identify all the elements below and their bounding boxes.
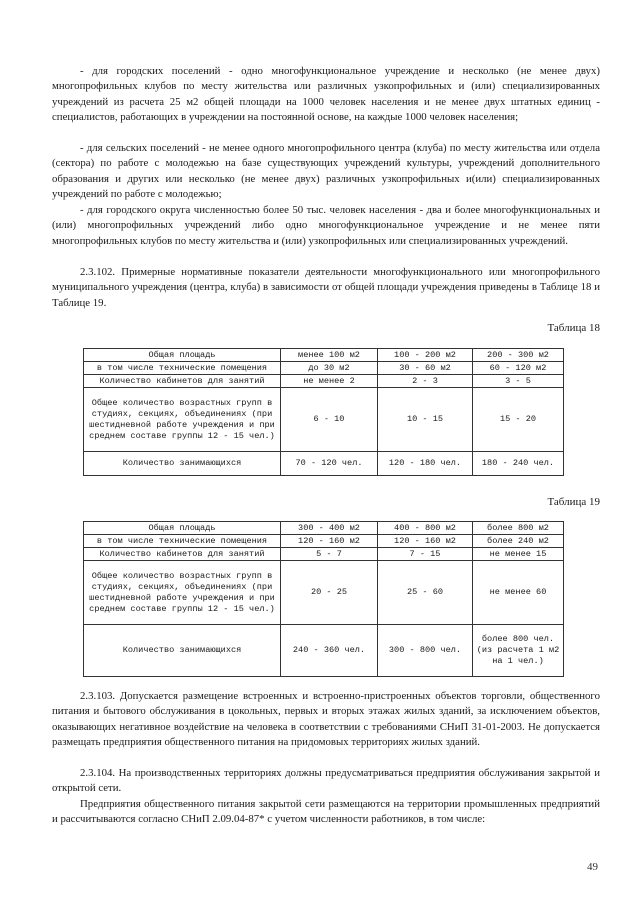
table-cell: 180 - 240 чел. (473, 452, 564, 476)
paragraph-2-3-102: 2.3.102. Примерные нормативные показатели деятельности многофункционального или многопрофильного муниципального учреждения (центра, клуба) в зависимости от общей площади учреждения приведены в Таблице 18 и Таблице 19. (52, 266, 600, 309)
table-cell: не менее 60 (473, 561, 564, 625)
table-header-cell: более 800 м2 (473, 522, 564, 535)
table-cell: 240 - 360 чел. (281, 625, 378, 677)
paragraph-catering: Предприятия общественного питания закрытой сети размещаются на территории промышленных предприятий и рассчитываются согласно СНиП 2.09.04-87* с учетом численности работников, в том числе: (52, 798, 600, 826)
table-header-cell: менее 100 м2 (281, 349, 378, 362)
table-header-cell: 300 - 400 м2 (281, 522, 378, 535)
table-cell: 3 - 5 (473, 375, 564, 388)
table-header-cell: Общая площадь (84, 522, 281, 535)
table-cell: 25 - 60 (378, 561, 473, 625)
table-row (84, 535, 564, 548)
paragraph-rural: - для сельских поселений - не менее одного многопрофильного центра (клуба) по месту жительства или отдела (сектора) по работе с молодежью на базе существующих учреждений культуры, учреждений дополнительного образования и других или несколько (не менее двух) различных узкопрофильных и(или) специализированных учреждений по работе с молодежью; (52, 142, 600, 200)
table-header-cell: Общая площадь (84, 349, 281, 362)
table-cell: Количество кабинетов для занятий (84, 375, 281, 388)
table-18-label: Таблица 18 (547, 322, 600, 334)
table-cell: 70 - 120 чел. (281, 452, 378, 476)
table-row (84, 561, 564, 625)
table-header-cell: 200 - 300 м2 (473, 349, 564, 362)
table-cell: 10 - 15 (378, 388, 473, 452)
table-cell: 7 - 15 (378, 548, 473, 561)
table-cell: в том числе технические помещения (84, 535, 281, 548)
table-cell: Общее количество возрастных групп в студиях, секциях, объединениях (при шестидневной работе учреждения и при среднем составе группы 12 - 15 чел.) (84, 561, 281, 625)
table-cell: не менее 15 (473, 548, 564, 561)
table-cell: более 240 м2 (473, 535, 564, 548)
table-cell: в том числе технические помещения (84, 362, 281, 375)
table-row (84, 362, 564, 375)
table-header-cell: 400 - 800 м2 (378, 522, 473, 535)
table-cell: 5 - 7 (281, 548, 378, 561)
table-cell: 30 - 60 м2 (378, 362, 473, 375)
paragraph-urban: - для городских поселений - одно многофункциональное учреждение и несколько (не менее двух) многопрофильных клубов по месту жительства или различных узкопрофильных и (или) специализированных учреждений из расчета 25 м2 общей площади на 1000 человек населения и не менее двух штатных единиц - специалистов, работающих в учреждении на постоянной основе, на каждые 1000 человек населения; (52, 65, 600, 123)
table-cell: 6 - 10 (281, 388, 378, 452)
table-cell: Количество занимающихся (84, 625, 281, 677)
table-row (84, 452, 564, 476)
table-cell: 2 - 3 (378, 375, 473, 388)
table-cell: до 30 м2 (281, 362, 378, 375)
page-number: 49 (587, 861, 598, 873)
table-cell: 120 - 160 м2 (378, 535, 473, 548)
table-row (84, 388, 564, 452)
table-row (84, 522, 564, 535)
paragraph-2-3-104: 2.3.104. На производственных территориях должны предусматриваться предприятия обслуживания закрытой и открытой сети. (52, 767, 600, 795)
paragraph-city-district: - для городского округа численностью более 50 тыс. человек населения - два и более многофункциональных и (или) многопрофильных учреждений либо одно многофункциональное учреждение и не менее пяти многопрофильных клубов по месту жительства и (или) узкопрофильных или специализированных учреждений. (52, 204, 600, 247)
table-row (84, 625, 564, 677)
table-cell: 20 - 25 (281, 561, 378, 625)
table-row (84, 548, 564, 561)
table-cell: 120 - 180 чел. (378, 452, 473, 476)
table-cell: 60 - 120 м2 (473, 362, 564, 375)
table-row (84, 349, 564, 362)
table-cell: более 800 чел. (из расчета 1 м2 на 1 чел.) (473, 625, 564, 677)
table-cell: Количество занимающихся (84, 452, 281, 476)
paragraph-2-3-103: 2.3.103. Допускается размещение встроенных и встроенно-пристроенных объектов торговли, общественного питания и бытового обслуживания в цокольных, первых и вторых этажах жилых зданий, за исключением объектов, оказывающих негативное воздействие на человека в соответствии с требованиями СНиП 31-01-2003. Не допускается размещать предприятия общественного питания на придомовых территориях жилых зданий. (52, 690, 600, 748)
table-cell: 300 - 800 чел. (378, 625, 473, 677)
table-row (84, 375, 564, 388)
table-cell: 120 - 160 м2 (281, 535, 378, 548)
table-cell: Общее количество возрастных групп в студиях, секциях, объединениях (при шестидневной работе учреждения и при среднем составе группы 12 - 15 чел.) (84, 388, 281, 452)
table-cell: 15 - 20 (473, 388, 564, 452)
table-cell: не менее 2 (281, 375, 378, 388)
table-19 (83, 521, 564, 677)
table-19-label: Таблица 19 (547, 496, 600, 508)
table-18 (83, 348, 564, 476)
table-header-cell: 100 - 200 м2 (378, 349, 473, 362)
table-cell: Количество кабинетов для занятий (84, 548, 281, 561)
